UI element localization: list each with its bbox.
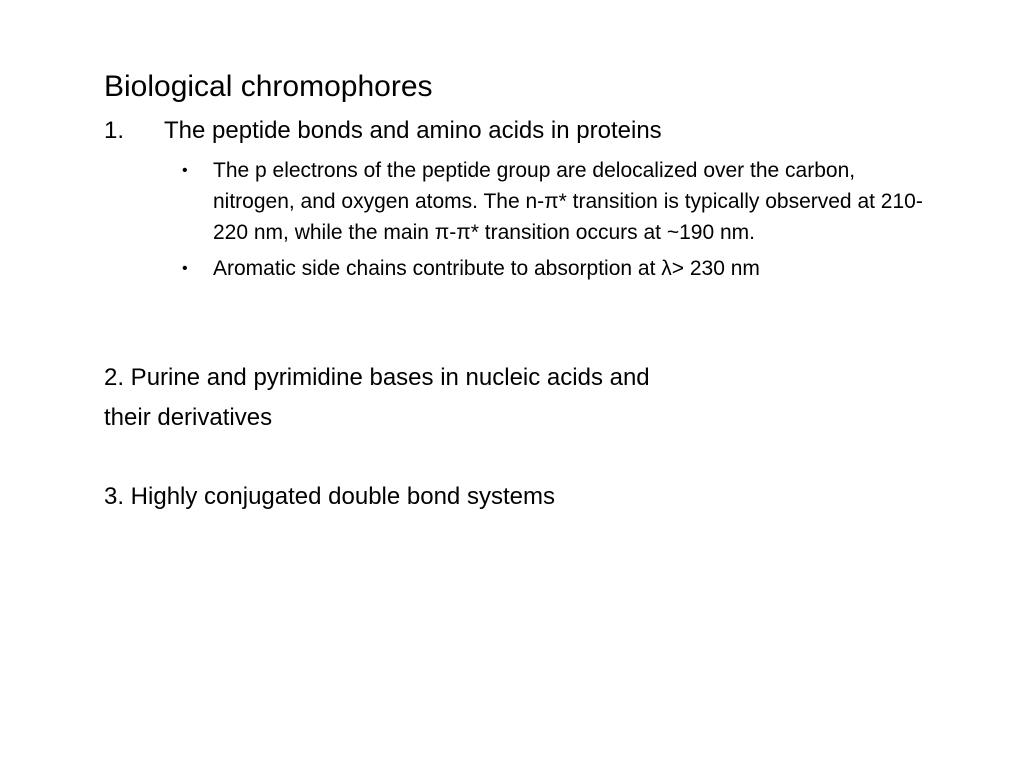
- item-2-line-2: their derivatives: [104, 404, 273, 431]
- bullet-marker: •: [182, 162, 188, 179]
- bullet-marker: •: [182, 260, 188, 277]
- item-1-number: 1.: [104, 117, 125, 144]
- bullet-text: The p electrons of the peptide group are delocalized over the carbon, nitrogen, and oxygen atoms. The n-π* transition is typically observed at 210-220 nm, while the main π-π* transition occurs at ~190 nm.: [213, 159, 923, 244]
- numbered-item-2: [104, 358, 650, 438]
- item-1-bullet-list: [182, 155, 942, 289]
- item-1-text: The peptide bonds and amino acids in proteins: [164, 117, 662, 144]
- slide-title: Biological chromophores: [104, 70, 433, 103]
- bullet-peptide-electrons: [182, 155, 942, 248]
- bullet-text: Aromatic side chains contribute to absorption at λ> 230 nm: [213, 257, 760, 280]
- bullet-aromatic-side-chains: [182, 253, 942, 284]
- item-2-line-1: 2. Purine and pyrimidine bases in nucleic acids and: [104, 364, 650, 391]
- numbered-item-3: 3. Highly conjugated double bond systems: [104, 483, 555, 510]
- numbered-item-1: [104, 116, 662, 146]
